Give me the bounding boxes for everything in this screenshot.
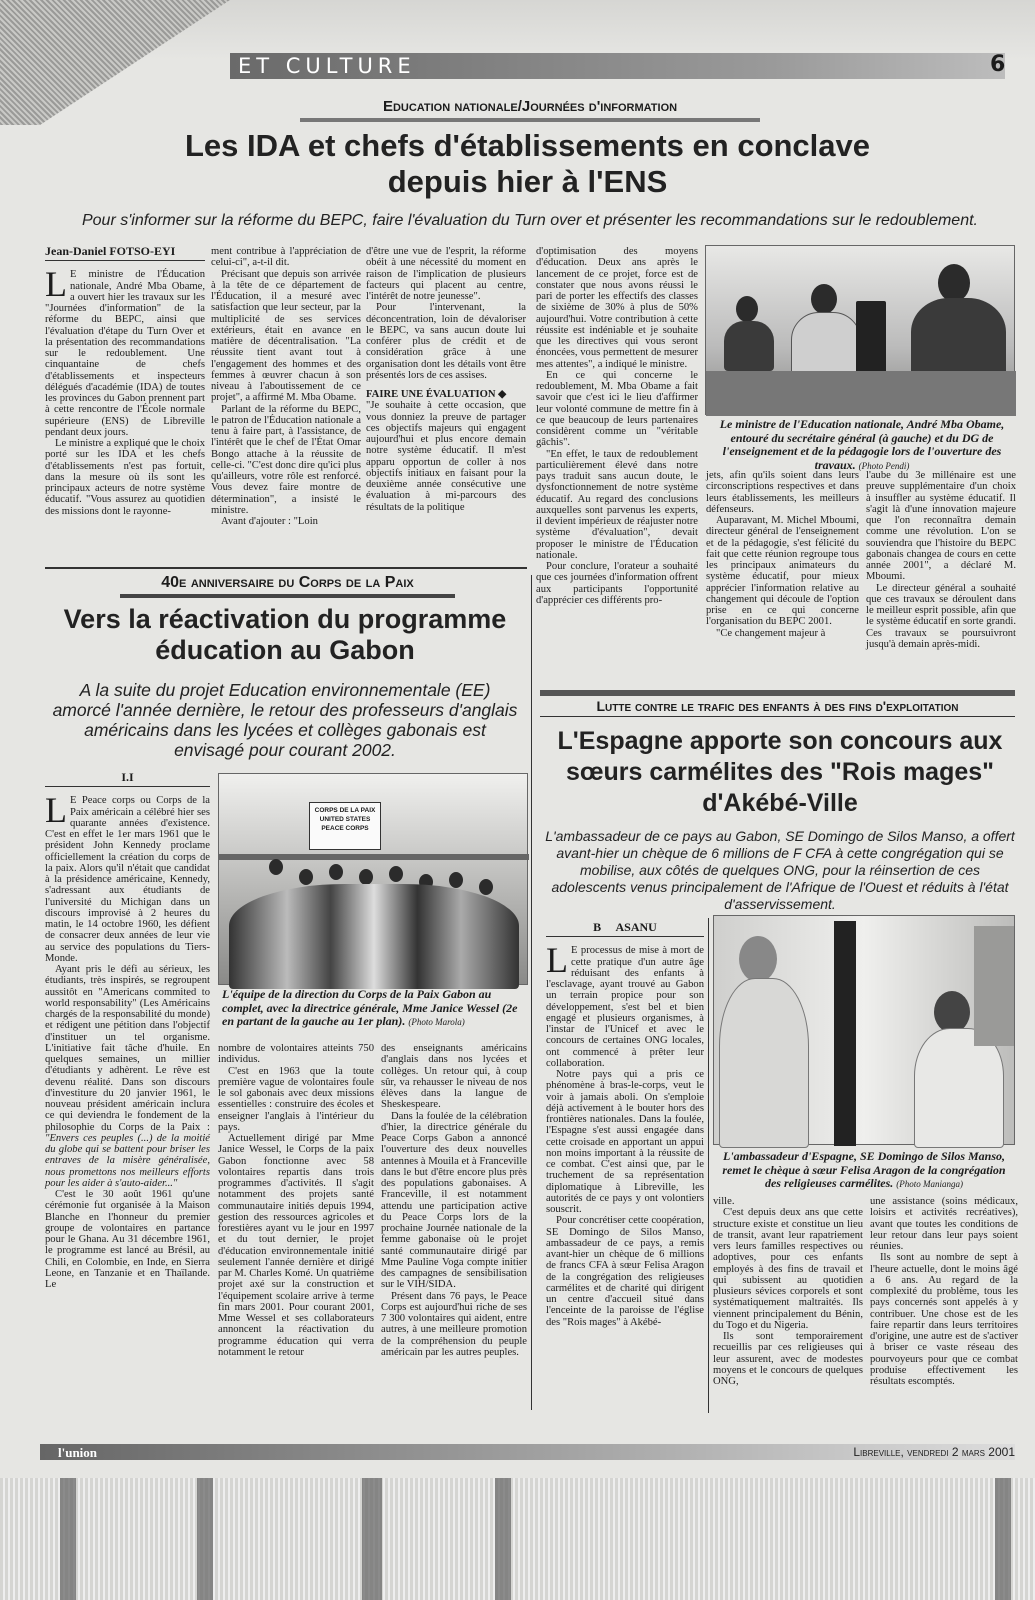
paragraph: Le ministre a expliqué que le choix porté sur les IDA et les chefs d'établissements n'est pas fortuit, dans la mesure où ils sont les principaux acteurs de notre système éducatif. "Vous assurez au quotidien des missions dont le rayonne-	[45, 438, 205, 517]
photo-credit: (Photo Manianga)	[896, 1179, 964, 1189]
sign-text: UNITED STATES	[319, 816, 371, 823]
section-rule	[45, 567, 527, 569]
caption-text: L'équipe de la direction du Corps de la Paix Gabon au complet, avec la directrice générale, Mme Janice Wessel (2e en partant de la gauche au 1er plan).	[222, 987, 518, 1028]
spain-column-2	[713, 1196, 863, 1414]
paragraph: Pour l'intervenant, la déconcentration, loin de dévaloriser le BEPC, va sans aucun doute lui conférer plus de crédit et de considération grâce à une organisation dont les détails vont être présentés lors de ces assises.	[366, 302, 526, 381]
peace-deck: A la suite du projet Education environnementale (EE) amorcé l'année dernière, le retour des professeurs d'anglais américains dans les lycées et collèges gabonais est envisagé pour courant 2002.	[52, 680, 518, 760]
newspaper-brand: l'union	[58, 1445, 98, 1460]
peace-headline: Vers la réactivation du programme éducation au Gabon	[63, 604, 507, 666]
paragraph: Actuellement dirigé par Mme Janice Wessel, le Corps de la paix Gabon fonctionne avec 58 volontaires repartis dans trois programmes d'activités. Il s'agit notamment des projets santé communautaire initiés depuis 1994, gestion des ressources agricoles et forestières ayant vu le jour en 1997 et du tout dernier, le projet d'éducation environnementale initié seulement l'année dernière et dirigé par M. Charles Komé. Un quatrième projet axé sur la construction et l'équipement scolaire arrive à terme fin mars 2001. Pour courant 2001, Mme Wessel et ses collaborateurs annoncent la réactivation du programme éducation qui verra notamment le retour	[218, 1133, 374, 1358]
spain-column-1	[546, 922, 704, 1414]
paragraph: des enseignants américains d'anglais dans nos lycées et collèges. Un retour qui, à coup sûr, va rehausser le niveau de nos élèves dans la langue de Sheskespeare.	[381, 1043, 527, 1111]
headline-line-1: Les IDA et chefs d'établissements en conclave	[184, 128, 871, 163]
column-rule	[531, 575, 532, 1410]
kennedy-quote: "Envers ces peuples (...) de la moitié du globe qui se battent pour briser les entraves de la misère généralisée, nous promettons nos meilleurs efforts pour les aider à s'auto-aider..."	[45, 1132, 210, 1189]
peace-corps-sign	[309, 802, 381, 850]
paragraph: nombre de volontaires atteints 750 individus.	[218, 1043, 374, 1066]
byline: I.I	[45, 772, 210, 787]
spain-kicker: Lutte contre le trafic des enfants à des fins d'exploitation	[596, 698, 959, 714]
peace-kicker: 40e anniversaire du Corps de la Paix	[161, 574, 414, 591]
paragraph: Précisant que depuis son arrivée à la tête de ce département de l'Éducation, il a mesuré avec satisfaction que leur secteur, par la multiplicité de ses services extérieurs, était en avance en matière de décentralisation. "La réussite tient avant tout à l'engagement des hommes et des femmes à œuvrer chacun à son niveau à l'aboutissement de ce projet", a affirmé M. Mba Obame.	[211, 268, 361, 404]
paragraph: "Ce changement majeur à	[716, 627, 826, 639]
paragraph: jets, afin qu'ils soient dans leurs circonscriptions respectives et dans leurs établissements, les meilleurs défenseurs.	[706, 470, 859, 515]
paragraph: ville.	[713, 1196, 735, 1207]
peace-column-3	[381, 1043, 527, 1413]
section-rule	[540, 690, 1015, 696]
paragraph: C'est en 1963 que la toute première vague de volontaires foule le sol gabonais avec deux missions essentielles : construire des écoles et enseigner l'anglais à l'intérieur du pays.	[218, 1065, 374, 1133]
paragraph: l'aube du 3e millénaire est une preuve supplémentaire d'un choix à insuffler au système éducatif. Il s'agit là d'une innovation majeure que l'on reconnaîtra demain comme une révolution. L'on se souviendra que l'histoire du BEPC gabonais changea de cours en cette année 2001", a déclaré M. Mboumi.	[866, 470, 1016, 583]
spain-photo-caption	[713, 1150, 1015, 1192]
page-number: 6	[990, 52, 1006, 77]
paragraph: Ils sont temporairement recueillis par ces religieuses qui leur assurent, avec de modestes moyens et le concours de quelques ONG,	[713, 1331, 863, 1387]
paragraph: d'optimisation des moyens d'éducation. Deux ans après le lancement de ce projet, force est de constater que nous avons réussi le pari de porter les effectifs des classes de sixième de 30% à plus de 50% aujourd'hui. Votre contribution à cette réussite est indéniable et je souhaite que les directives qui vous seront énoncées, vous permettent de mesurer mes attentes", a indiqué le ministre.	[536, 246, 698, 370]
spain-column-3	[870, 1196, 1018, 1414]
column-rule	[708, 918, 709, 1413]
byline: B ASANU	[546, 922, 704, 937]
paragraph: ment contribue à l'appréciation de celui-ci", a-t-il dit.	[211, 246, 361, 269]
ida-column-4	[536, 246, 698, 616]
scan-stripe	[995, 1478, 1011, 1600]
kicker-underline	[300, 118, 760, 122]
ida-column-2	[211, 246, 361, 566]
section-title: ET CULTURE	[238, 54, 416, 78]
ida-headline	[40, 128, 1015, 199]
spain-photo	[713, 915, 1015, 1145]
paragraph: Avant d'ajouter : "Loin	[221, 516, 318, 527]
headline-line-2: depuis hier à l'ENS	[387, 163, 668, 199]
ida-photo	[705, 245, 1015, 415]
peace-kicker-block	[120, 574, 455, 598]
sign-text: PEACE CORPS	[321, 825, 369, 832]
paragraph: En ce qui concerne le redoublement, M. Mba Obame a fait savoir que c'est ici le lieu d'affirmer leur volonté commune de mettre fin à ce que beaucoup de leurs partenaires considèrent comme un "véritable gâchis".	[536, 369, 698, 449]
paragraph: "Je souhaite à cette occasion, que vous donniez la preuve de partager ces objectifs majeurs qui engagent aujourd'hui et plus encore demain notre système éducatif. Il m'est apparu opportun de coller à nos objectifs initiaux en faisant pour la deuxième année consécutive une évaluation à mi-parcours des résultats de la politique	[366, 400, 526, 513]
dateline: Libreville, vendredi 2 mars 2001	[853, 1445, 1015, 1459]
ida-kicker-block	[300, 98, 760, 122]
spain-headline: L'Espagne apporte son concours aux sœurs carmélites des "Rois mages" d'Akébé-Ville	[557, 727, 1003, 817]
paragraph: LE ministre de l'Éducation nationale, André Mba Obame, a ouvert hier les travaux sur les "Journées d'information" de la réforme du BEPC, ainsi que l'évaluation d'étape du Turn Over et la présentation des recommandations sur le redoublement. Une cinquantaine de chefs d'établissements et inspecteurs délégués d'académie (IDA) de toutes les provinces du Gabon prennent part à cette rencontre de l'École normale supérieure (ENS) de Libreville pendant deux jours.	[45, 264, 205, 438]
section-banner	[230, 53, 1005, 79]
page-footer	[40, 1444, 1015, 1460]
scan-stripe	[197, 1478, 213, 1600]
paragraph: Pour concrétiser cette coopération, SE Domingo de Silos Manso, ambassadeur de ce pays, a remis avant-hier un chèque de 6 millions de francs CFA à sœur Felisa Aragon de la congrégation des religieuses carmélites et de charité qui dirigent un centre d'accueil situé dans l'enceinte de la paroisse de l'église des "Rois mages" à Akébé-	[546, 1215, 704, 1328]
paragraph: Dans la foulée de la célébration d'hier, la directrice générale du Peace Corps Gabon a annoncé l'ouverture des deux nouvelles antennes à Mouila et à Franceville dans le but d'être encore plus près des populations gabonaises. A Franceville, il est notamment attendu une participation active du Peace Corps lors de la prochaine Journée nationale de la femme gabonaise où le projet santé communautaire dirigé par Mme Pauline Voga compte initier des campagnes de sensibilisation sur le VIH/SIDA.	[381, 1110, 527, 1291]
spain-deck: L'ambassadeur de ce pays au Gabon, SE Domingo de Silos Manso, a offert avant-hier un chèque de 6 millions de F CFA à cette congrégation qui se mobilise, aux côtés de quelques ONG, pour la réinsertion de ces adolescents venus principalement de l'Afrique de l'Ouest et réduits à l'état d'asservissement.	[545, 828, 1015, 912]
paragraph: Ayant pris le défi au sérieux, les étudiants, très inspirés, se regroupent aussitôt en "Americans commited to world responsability" (Les Américains chargés de la responsabilité du monde) et rédigent une pétition dans l'objectif d'instituer un tel organisme. L'initiative fait tâche d'huile. En quelques semaines, un millier d'étudiants y adhèrent. Le rêve est devenu réalité. Dans son discours d'investiture du 20 janvier 1961, le nouveau président américain inclura ce qui deviendra le fondement de la philosophie du Corps de la Paix :	[45, 964, 210, 1133]
caption-text: L'ambassadeur d'Espagne, SE Domingo de Silos Manso, remet le chèque à sœur Felisa Aragon de la congrégation des religieuses carmélites.	[722, 1149, 1006, 1190]
peace-photo	[218, 773, 528, 985]
paragraph: "En effet, le taux de redoublement particulièrement élevé dans notre pays traduit sans aucun doute, le dysfonctionnement de notre système éducatif. Au regard des conclusions auxquelles sont parvenus les experts, il devient impérieux de réajuster notre système d'évaluation", devait proposer le ministre de l'Éducation nationale.	[536, 448, 698, 561]
subheading: FAIRE UNE ÉVALUATION ◆	[366, 389, 507, 400]
photo-credit: (Photo Pendi)	[858, 460, 910, 471]
paragraph: LE Peace corps ou Corps de la Paix américain a célébré hier ses quarante années d'existence. C'est en effet le 1er mars 1961 que le président John Kennedy proclame officiellement la création du corps de la paix. Alors qu'il n'était que candidat à la présidence américaine, Kennedy, s'adressant aux étudiants de l'université du Michigan dans un discours improvisé à 2 heures du matin, le 14 octobre 1960, les défient de consacrer deux années de leur vie au service des populations du Tiers-Monde.	[45, 790, 210, 964]
kicker-underline	[540, 716, 1015, 717]
byline: Jean-Daniel FOTSO-EYI	[45, 246, 205, 261]
sign-text: CORPS DE LA PAIX	[314, 807, 376, 814]
kicker-underline	[120, 594, 455, 598]
peace-column-1	[45, 772, 210, 1412]
paragraph: une assistance (soins médicaux, loisirs et activités recréatives), avant que toutes les conditions de leur retour dans leur pays soient réunies.	[870, 1196, 1018, 1252]
ida-column-3	[366, 246, 526, 566]
ida-column-1	[45, 246, 205, 566]
scan-stripe	[362, 1478, 382, 1600]
paragraph: Auparavant, M. Michel Mboumi, directeur général de l'enseignement et de la pédagogie, s'est félicité du fait que cette réunion regroupe tous les principaux animateurs du système éducatif, pour mieux apprécier l'information relative au changement qui découle de l'option prise en ce qui concerne l'organisation du BEPC 2001.	[706, 515, 859, 628]
caption-text: Le ministre de l'Education nationale, André Mba Obame, entouré du secrétaire général (à gauche) et du DG de l'enseignement et de la pédagogie lors de l'ouverture des travaux.	[719, 417, 1005, 472]
paragraph: C'est depuis deux ans que cette structure existe et constitue un lieu de transit, avant leur rapatriement vers leurs familles respectives ou adoptives, pour ces enfants employés à des fins de travail et qui subissent au quotidien plusieurs sévices corporels et sont systématiquement maltraités. Ils viennent principalement du Bénin, du Togo et du Nigeria.	[713, 1207, 863, 1331]
paragraph: Présent dans 76 pays, le Peace Corps est aujourd'hui riche de ses 7 300 volontaires qui aident, entre autres, à une meilleure promotion de la compréhension du peuple américain par les autres peuples.	[381, 1290, 527, 1358]
peace-photo-caption	[222, 988, 527, 1030]
ida-photo-caption	[712, 418, 1012, 473]
ida-column-6	[866, 470, 1016, 650]
photo-credit: (Photo Marola)	[408, 1017, 465, 1027]
paragraph: Parlant de la réforme du BEPC, le patron de l'Éducation nationale a tenu à faire part, à l'assistance, de l'intérêt que le chef de l'État Omar Bongo attache à la réussite de celle-ci. "C'est donc dire qu'ici plus qu'ailleurs, votre rôle est renforcé. Vous devez faire montre de détermination", a insisté le ministre.	[211, 403, 361, 516]
paragraph: Le directeur général a souhaité que ces travaux se déroulent dans le meilleur esprit possible, afin que le système éducatif en sorte grandi. Ces travaux se poursuivront jusqu'à demain après-midi.	[866, 582, 1016, 650]
paragraph: Pour conclure, l'orateur a souhaité que ces journées d'information offrent aux participants l'opportunité d'apprécier ces différents pro-	[536, 561, 698, 606]
ida-deck: Pour s'informer sur la réforme du BEPC, faire l'évaluation du Turn over et présenter les recommandations sur le redoublement.	[81, 212, 978, 229]
ida-kicker: Education nationale/Journées d'information	[382, 98, 678, 115]
scan-stripe	[60, 1478, 76, 1600]
paragraph: C'est le 30 août 1961 qu'une cérémonie fut organisée à la Maison Blanche en l'honneur du premier groupe de volontaires en partance pour le Ghana. Au 31 décembre 1961, le programme est lancé au Brésil, au Chili, en Colombie, en Inde, en Sierra Leone, en Tanzanie et en Thaïlande. Le	[45, 1189, 210, 1290]
paragraph: Notre pays qui a pris ce phénomène à bras-le-corps, veut le voir à jamais aboli. On s'emploie déjà activement à le bouter hors des frontières nationales. Dans la foulée, l'Espagne s'est aussi engagée dans cette croisade en apportant un appui non moins important à la réussite de ce combat. C'est ainsi que, par le truchement de sa représentation diplomatique à Libreville, les autorités de ce pays y ont volontiers souscrit.	[546, 1069, 704, 1215]
peace-column-2	[218, 1043, 374, 1413]
paragraph: LE processus de mise à mort de cette pratique d'un autre âge réduisant des enfants à l'esclavage, ayant trouvé au Gabon un terrain propice pour son développement, s'est bel et bien engagé et plusieurs organismes, à l'instar de l'Unicef et avec le concours de certaines ONG locales, ont commencé à prêter leur collaboration.	[546, 940, 704, 1069]
scan-stripe	[495, 1478, 511, 1600]
paragraph: Ils sont au nombre de sept à l'heure actuelle, dont le moins âgé a 6 ans. Au regard de la complexité du problème, tous les pays concernés sont appelés à y contribuer. Une chose est de les faire repartir dans leurs territoires d'origine, une autre est de s'activer à briser ce vaste réseau des pourvoyeurs pour que ce combat produise effectivement les résultats escomptés.	[870, 1252, 1018, 1387]
scan-background	[0, 1478, 1035, 1600]
ida-column-5	[706, 470, 859, 682]
paragraph: d'être une vue de l'esprit, la réforme obéit à une nécessité du moment en raison de l'implication de plusieurs facteurs qui placent au centre, l'intérêt de notre jeunesse".	[366, 246, 526, 302]
